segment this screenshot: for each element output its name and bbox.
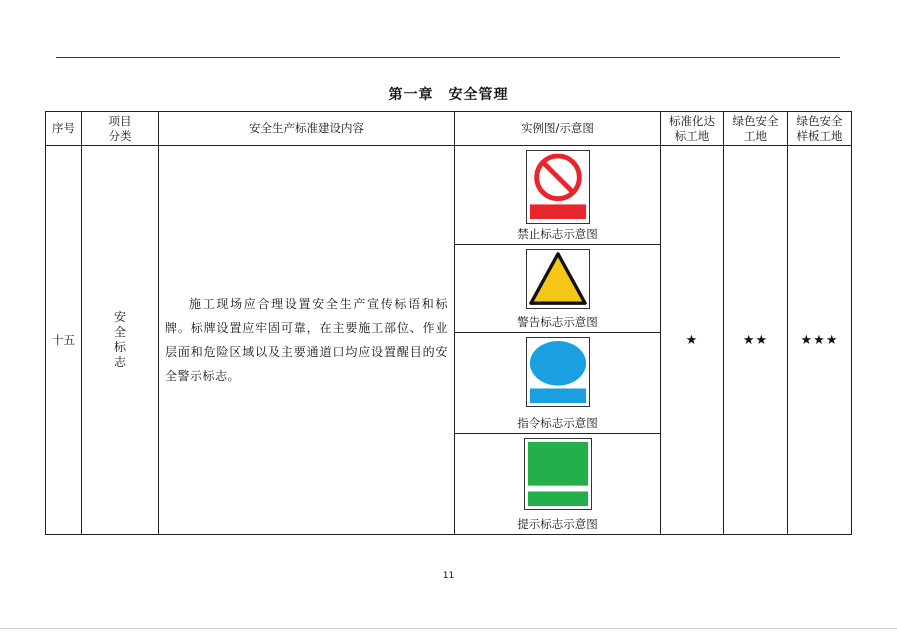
- prohibition-sign-icon: [526, 150, 590, 224]
- header-std-site: 标准化达标工地: [661, 112, 724, 146]
- green-model-site-rating: ★★★: [788, 146, 852, 535]
- header-green-model-site: 绿色安全样板工地: [788, 112, 852, 146]
- chapter-title: 第一章 安全管理: [388, 87, 509, 103]
- example-label: 指令标志示意图: [517, 416, 598, 430]
- std-site-rating: ★: [661, 146, 724, 535]
- example-label: 警告标志示意图: [517, 315, 598, 329]
- header-rule: [56, 57, 840, 58]
- mandatory-sign-icon: [526, 337, 590, 407]
- green-site-rating: ★★: [724, 146, 788, 535]
- warning-sign-icon: [526, 249, 590, 309]
- example-prohibition: [455, 146, 661, 245]
- standards-table: [45, 111, 852, 535]
- example-information: [455, 434, 661, 535]
- header-content: 安全生产标准建设内容: [159, 112, 455, 146]
- example-warning: [455, 245, 661, 333]
- row-content: 施工现场应合理设置安全生产宣传标语和标牌。标牌设置应牢固可靠，在主要施工部位、作业层面和危险区域以及主要通道口均应设置醒目的安全警示标志。: [159, 146, 455, 535]
- table-row: [46, 146, 852, 245]
- header-category: 项目分类: [82, 112, 159, 146]
- example-mandatory: [455, 333, 661, 434]
- example-label: 提示标志示意图: [517, 517, 598, 531]
- information-sign-icon: [524, 438, 592, 510]
- header-example: 实例图/示意图: [455, 112, 661, 146]
- page-number: 11: [442, 571, 455, 581]
- header-green-site: 绿色安全工地: [724, 112, 788, 146]
- row-seq: 十五: [46, 146, 82, 535]
- table-header-row: [46, 112, 852, 146]
- row-category: 安全标志: [82, 146, 159, 535]
- header-seq: 序号: [46, 112, 82, 146]
- example-label: 禁止标志示意图: [517, 227, 598, 241]
- page-bottom-edge: [0, 628, 897, 629]
